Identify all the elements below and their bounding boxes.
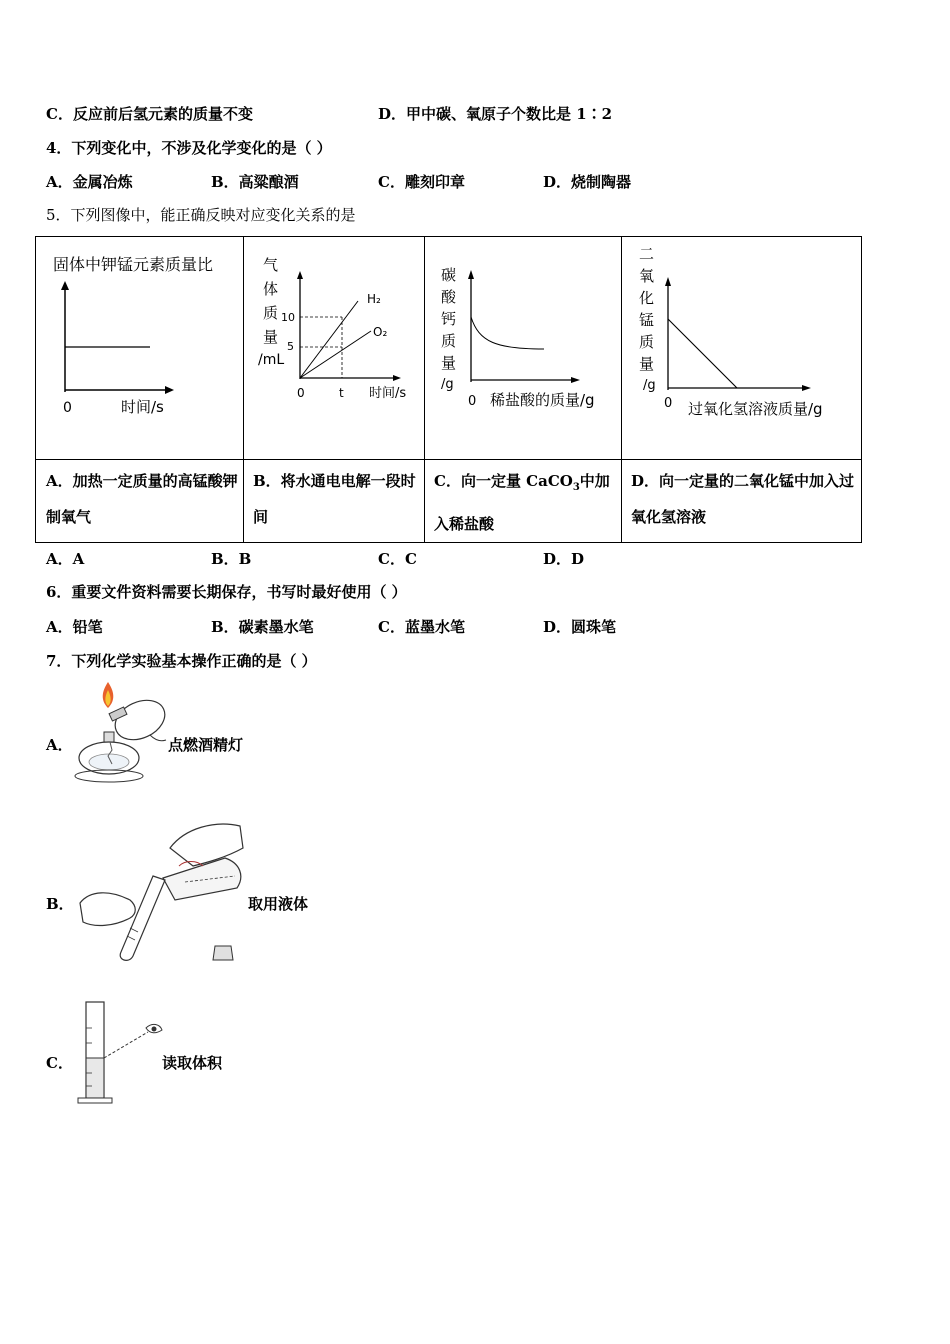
graph-d-ylabel-3: 锰 — [639, 311, 655, 329]
graph-d — [621, 237, 862, 459]
graph-c-ylabel-1: 酸 — [441, 288, 457, 306]
caption-c-prefix: C．向一定量 CaCO — [434, 472, 573, 490]
q5-stem: 5．下列图像中，能正确反映对应变化关系的是 — [46, 206, 356, 224]
graph-c-origin: 0 — [468, 394, 477, 409]
graph-a-ylabel: 固体中钾锰元素质量比 — [53, 255, 214, 274]
q6-option-d: D．圆珠笔 — [543, 618, 617, 636]
graph-d-origin: 0 — [664, 396, 673, 411]
caption-c-sub: 3 — [572, 482, 580, 493]
q5-option-b: B．B — [211, 550, 252, 568]
graph-b-series-h2: H₂ — [367, 292, 381, 306]
q6-option-b: B．碳素墨水笔 — [211, 618, 314, 636]
graph-b-tick-5: 5 — [287, 340, 294, 353]
graph-c-ylabel-2: 钙 — [441, 310, 457, 328]
graph-c — [424, 237, 621, 459]
graph-d-ylabel-1: 氧 — [639, 267, 655, 285]
graph-a — [36, 237, 243, 459]
graph-b-series-o2: O₂ — [373, 325, 388, 339]
caption-c-suffix: 中加入稀盐酸 — [434, 472, 610, 533]
q4-option-a: A．金属冶炼 — [46, 173, 133, 191]
caption-d: D．向一定量的二氧化锰中加入过氧化氢溶液 — [631, 472, 855, 526]
caption-b: B．将水通电电解一段时间 — [253, 472, 416, 526]
q4-option-c: C．雕刻印章 — [378, 173, 465, 191]
graph-d-ylabel-6: /g — [643, 378, 656, 393]
q3-option-c: C．反应前后氢元素的质量不变 — [46, 105, 253, 123]
graph-b-ylabel-3: 量 — [263, 328, 279, 346]
graph-b-tick-t: t — [339, 386, 344, 400]
caption-c — [424, 463, 621, 542]
q4-option-b: B．高粱酿酒 — [211, 173, 299, 191]
graph-d-xlabel: 过氧化氢溶液质量/g — [688, 400, 823, 418]
q7-b-letter: B． — [46, 895, 74, 913]
graph-c-ylabel-5: /g — [441, 377, 454, 392]
q4-stem: 4．下列变化中，不涉及化学变化的是（ ） — [46, 139, 332, 157]
q5-graph-table — [35, 236, 862, 543]
pour-liquid-figure — [75, 818, 245, 968]
alcohol-lamp-figure — [70, 680, 170, 785]
graph-b-ylabel-2: 质 — [263, 304, 279, 322]
graph-c-ylabel-4: 量 — [441, 354, 457, 372]
graph-b-xlabel: 时间/s — [369, 386, 407, 401]
eye-icon — [146, 1024, 162, 1032]
q7-a-label: 点燃酒精灯 — [168, 736, 244, 754]
graph-d-ylabel-4: 质 — [639, 333, 655, 351]
q7-c-letter: C． — [46, 1054, 73, 1072]
q6-option-a: A．铅笔 — [46, 618, 103, 636]
q7-c-label: 读取体积 — [162, 1054, 223, 1072]
q5-option-a: A．A — [46, 550, 85, 568]
q6-option-c: C．蓝墨水笔 — [378, 618, 465, 636]
graph-a-xlabel: 时间/s — [121, 398, 164, 416]
q4-option-d: D．烧制陶器 — [543, 173, 632, 191]
q5-option-d: D．D — [543, 550, 585, 568]
q7-a-letter: A． — [46, 736, 73, 754]
graduated-cylinder-figure — [76, 998, 166, 1106]
graph-c-xlabel: 稀盐酸的质量/g — [490, 391, 595, 409]
graph-b-ylabel-0: 气 — [263, 256, 279, 274]
q3-option-d: D．甲中碳、氧原子个数比是 1∶2 — [378, 105, 613, 123]
q6-stem: 6．重要文件资料需要长期保存，书写时最好使用（ ） — [46, 583, 407, 601]
q7-stem: 7．下列化学实验基本操作正确的是（ ） — [46, 652, 317, 670]
graph-a-origin: 0 — [63, 400, 72, 416]
caption-a: A．加热一定质量的高锰酸钾制氧气 — [46, 472, 238, 526]
graph-c-ylabel-3: 质 — [441, 332, 457, 350]
graph-b-origin: 0 — [297, 386, 305, 400]
graph-b-ylabel-4: /mL — [258, 352, 285, 368]
q5-option-c: C．C — [378, 550, 417, 568]
graph-c-ylabel-0: 碳 — [441, 266, 457, 284]
graph-d-ylabel-0: 二 — [639, 245, 655, 263]
graph-b-ylabel-1: 体 — [263, 280, 279, 298]
graph-d-ylabel-2: 化 — [639, 289, 655, 307]
graph-d-ylabel-5: 量 — [639, 355, 655, 373]
q7-b-label: 取用液体 — [248, 895, 309, 913]
graph-b-tick-10: 10 — [281, 311, 295, 324]
graph-b — [243, 237, 424, 459]
